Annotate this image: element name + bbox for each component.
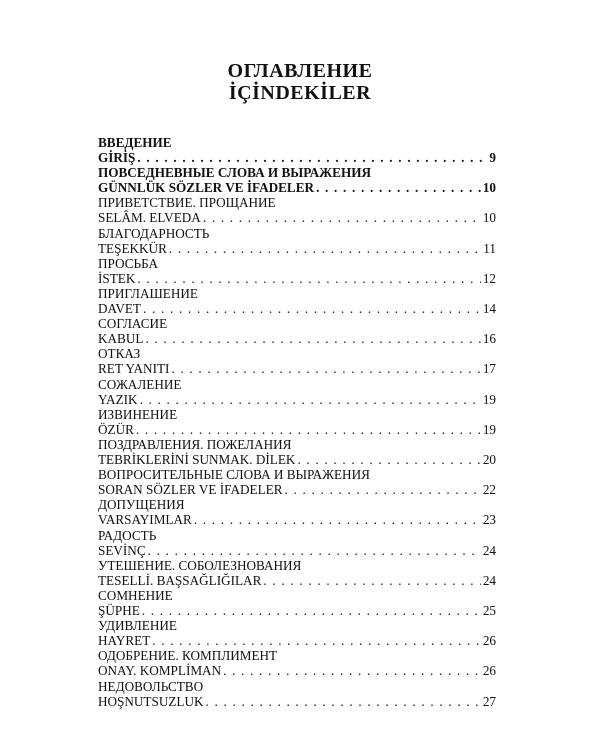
entry-line-turkish: [98, 544, 496, 559]
toc-entry: [98, 378, 496, 408]
dot-leader: [152, 634, 481, 649]
entry-title-turkish: SEVİNÇ: [98, 542, 146, 558]
entry-title-turkish: ÖZÜR: [98, 421, 134, 437]
page-number: 20: [482, 451, 496, 467]
entry-line-turkish: [98, 695, 496, 710]
entry-title-turkish: TEBRİKLERİNİ SUNMAK. DİLEK: [98, 451, 296, 467]
toc-heading: [0, 60, 600, 104]
page-number: 10: [482, 180, 496, 196]
entry-line-turkish: [98, 574, 496, 589]
entry-line-turkish: [98, 362, 496, 377]
entry-title-turkish: TESELLİ. BAŞSAĞLIĞILAR: [98, 572, 262, 588]
entry-title-russian: ПРИГЛАШЕНИЕ: [98, 286, 198, 302]
entry-line-turkish: [98, 664, 496, 679]
entry-line-turkish: [98, 634, 496, 649]
page-number: 12: [482, 270, 496, 286]
toc-entry: [98, 196, 496, 226]
dot-leader: [316, 181, 481, 196]
entry-line-turkish: [98, 151, 496, 166]
dot-leader: [206, 695, 481, 710]
dot-leader: [169, 242, 481, 257]
entry-title-turkish: SORAN SÖZLER VE İFADELER: [98, 482, 283, 498]
dot-leader: [137, 151, 487, 166]
entry-title-turkish: SELÂM. ELVEDA: [98, 210, 201, 226]
entry-line-turkish: [98, 181, 496, 196]
entry-title-russian: ПОЗДРАВЛЕНИЯ. ПОЖЕЛАНИЯ: [98, 437, 292, 453]
page-number: 10: [482, 210, 496, 226]
entry-title-russian: НЕДОВОЛЬСТВО: [98, 678, 204, 694]
dot-leader: [140, 393, 481, 408]
entry-line-turkish: [98, 332, 496, 347]
page-number: 14: [482, 300, 496, 316]
entry-line-turkish: [98, 393, 496, 408]
toc-entry: [98, 619, 496, 649]
entry-title-russian: ПОВСЕДНЕВНЫЕ СЛОВА И ВЫРАЖЕНИЯ: [98, 165, 371, 181]
page-number: 27: [482, 693, 496, 709]
entry-line-turkish: [98, 242, 496, 257]
entry-title-russian: СОМНЕНИЕ: [98, 588, 173, 604]
entry-title-russian: ПРИВЕТСТВИЕ. ПРОЩАНИЕ: [98, 195, 276, 211]
page-number: 24: [482, 542, 496, 558]
entry-line-turkish: [98, 483, 496, 498]
toc-entry: [98, 559, 496, 589]
entry-title-turkish: HOŞNUTSUZLUK: [98, 693, 204, 709]
toc-entry: [98, 257, 496, 287]
entry-line-turkish: [98, 604, 496, 619]
dot-leader: [137, 272, 480, 287]
entry-title-russian: РАДОСТЬ: [98, 527, 157, 543]
toc-entry: [98, 589, 496, 619]
dot-leader: [171, 362, 480, 377]
entry-line-turkish: [98, 211, 496, 226]
dot-leader: [263, 574, 480, 589]
entry-line-turkish: [98, 453, 496, 468]
entry-title-turkish: KABUL: [98, 331, 144, 347]
entry-line-turkish: [98, 513, 496, 528]
entry-title-turkish: ONAY. KOMPLİMAN: [98, 663, 222, 679]
heading-turkish: İÇİNDEKİLER: [228, 82, 372, 104]
heading-russian: ОГЛАВЛЕНИЕ: [227, 60, 373, 82]
entry-title-russian: ОДОБРЕНИЕ. КОМПЛИМЕНТ: [98, 648, 278, 664]
toc-entry: [98, 227, 496, 257]
dot-leader: [194, 513, 481, 528]
page-number: 19: [482, 421, 496, 437]
entry-title-russian: ИЗВИНЕНИЕ: [98, 406, 178, 422]
entry-title-turkish: HAYRET: [98, 633, 151, 649]
dot-leader: [148, 544, 481, 559]
toc-entry: [98, 438, 496, 468]
entry-line-turkish: [98, 272, 496, 287]
toc-entry: [98, 347, 496, 377]
entry-title-russian: БЛАГОДАРНОСТЬ: [98, 225, 210, 241]
page-number: 9: [489, 149, 496, 165]
entry-title-turkish: RET YANITI: [98, 361, 170, 377]
entry-title-turkish: VARSAYIMLAR: [98, 512, 192, 528]
toc-entry: [98, 468, 496, 498]
entry-title-russian: ПРОСЬБА: [98, 255, 158, 271]
dot-leader: [145, 332, 480, 347]
dot-leader: [142, 604, 481, 619]
toc-entry: [98, 529, 496, 559]
page-number: 22: [482, 482, 496, 498]
dot-leader: [143, 302, 481, 317]
entry-line-turkish: [98, 302, 496, 317]
toc-entry: [98, 317, 496, 347]
entry-title-turkish: İSTEK: [98, 270, 136, 286]
page-number: 23: [482, 512, 496, 528]
entry-title-turkish: GİRİŞ: [98, 149, 136, 165]
toc-entry: [98, 649, 496, 679]
entry-title-turkish: GÜNNLÜK SÖZLER VE İFADELER: [98, 180, 315, 196]
entry-title-turkish: DAVET: [98, 300, 141, 316]
dot-leader: [136, 423, 481, 438]
entry-title-russian: ДОПУЩЕНИЯ: [98, 497, 185, 513]
toc-entry: [98, 287, 496, 317]
entry-title-russian: ВВЕДЕНИЕ: [98, 135, 172, 150]
dot-leader: [297, 453, 480, 468]
dot-leader: [285, 483, 481, 498]
toc-entry: [98, 498, 496, 528]
page-number: 11: [483, 240, 496, 256]
toc-entry: [98, 408, 496, 438]
toc-entry: [98, 680, 496, 710]
entry-title-russian: ВОПРОСИТЕЛЬНЫЕ СЛОВА И ВЫРАЖЕНИЯ: [98, 467, 370, 483]
entry-title-turkish: TEŞEKKÜR: [98, 240, 167, 256]
entry-title-russian: УТЕШЕНИЕ. СОБОЛЕЗНОВАНИЯ: [98, 557, 302, 573]
page-number: 24: [482, 572, 496, 588]
page-number: 26: [482, 633, 496, 649]
entry-title-russian: СОГЛАСИЕ: [98, 316, 168, 332]
entry-title-russian: УДИВЛЕНИЕ: [98, 618, 177, 634]
page-number: 19: [482, 391, 496, 407]
entry-title-turkish: YAZIK: [98, 391, 138, 407]
entry-title-russian: СОЖАЛЕНИЕ: [98, 376, 182, 392]
page-number: 16: [482, 331, 496, 347]
page-number: 17: [482, 361, 496, 377]
toc-entry: [98, 166, 496, 196]
page-number: 26: [482, 663, 496, 679]
dot-leader: [203, 211, 481, 226]
toc-entry: [98, 136, 496, 166]
dot-leader: [223, 664, 481, 679]
entry-title-russian: ОТКАЗ: [98, 346, 141, 362]
entry-title-turkish: ŞÜPHE: [98, 602, 140, 618]
toc-list: [98, 136, 496, 710]
page-number: 25: [482, 602, 496, 618]
entry-line-turkish: [98, 423, 496, 438]
